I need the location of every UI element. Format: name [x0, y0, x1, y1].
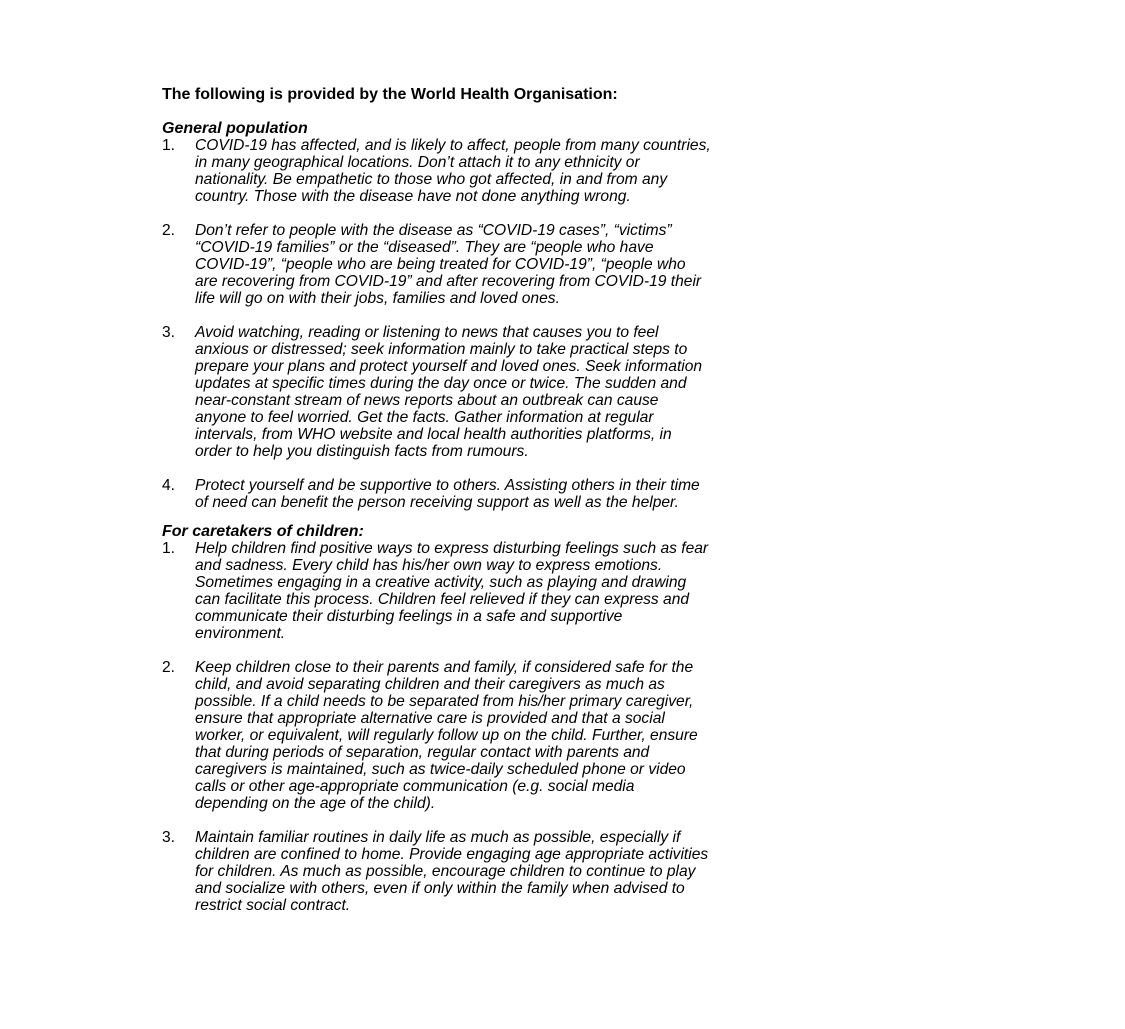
- list-item-text: Don’t refer to people with the disease as “COVID-19 cases”, “victims” “COVID-19 families” or the “diseased”. They are “people who have COVID-19”, “people who are being treated for COVID-19”, “people who are recovering from COVID-19” and after recovering from COVID-19 their life will go on with their jobs, families and loved ones.: [195, 222, 702, 307]
- list-item-number: 1.: [162, 540, 176, 557]
- list-item-number: 4.: [162, 477, 176, 494]
- document-title: The following is provided by the World Health Organisation:: [162, 86, 618, 103]
- list-item-text: Keep children close to their parents and family, if considered safe for the child, and avoid separating children and their caregivers as much as possible. If a child needs to be separated from his/her primary caregiver, ensure that appropriate alternative care is provided and that a social worker, or equivalent, will regularly follow up on the child. Further, ensure that during periods of separation, regular contact with parents and caregivers is maintained, such as twice-daily scheduled phone or video calls or other age-appropriate communication (e.g. social media depending on the age of the child).: [195, 659, 698, 812]
- document-page: [162, 86, 982, 914]
- list-item: [162, 324, 982, 460]
- list-item: [162, 540, 982, 642]
- list-item: [162, 477, 982, 511]
- list-item: [162, 659, 982, 812]
- list-item-text: Protect yourself and be supportive to others. Assisting others in their time of need can benefit the person receiving support as well as the helper.: [195, 477, 700, 511]
- list-item: [162, 222, 982, 307]
- section-heading-general-population: General population: [162, 120, 308, 137]
- general-population-list: [162, 137, 982, 511]
- section-heading-caretakers-of-children: For caretakers of children:: [162, 523, 364, 540]
- list-item-text: Avoid watching, reading or listening to news that causes you to feel anxious or distressed; seek information mainly to take practical steps to prepare your plans and protect yourself and loved ones. Seek information updates at specific times during the day once or twice. The sudden and near-constant stream of news reports about an outbreak can cause anyone to feel worried. Get the facts. Gather information at regular intervals, from WHO website and local health authorities platforms, in order to help you distinguish facts from rumours.: [195, 324, 703, 460]
- caretakers-list: [162, 540, 982, 914]
- list-item-number: 3.: [162, 829, 176, 846]
- list-item: [162, 829, 982, 914]
- list-item-number: 1.: [162, 137, 176, 154]
- list-item-text: COVID-19 has affected, and is likely to affect, people from many countries, in many geographical locations. Don’t attach it to any ethnicity or nationality. Be empathetic to those who got affected, in and from any country. Those with the disease have not done anything wrong.: [195, 137, 711, 205]
- list-item-number: 3.: [162, 324, 176, 341]
- list-item-text: Maintain familiar routines in daily life as much as possible, especially if children are confined to home. Provide engaging age appropriate activities for children. As much as possible, encourage children to continue to play and socialize with others, even if only within the family when advised to restrict social contract.: [195, 829, 709, 914]
- list-item-number: 2.: [162, 222, 176, 239]
- list-item: [162, 137, 982, 205]
- list-item-text: Help children find positive ways to express disturbing feelings such as fear and sadness. Every child has his/her own way to express emotions. Sometimes engaging in a creative activity, such as playing and drawing can facilitate this process. Children feel relieved if they can express and communicate their disturbing feelings in a safe and supportive environment.: [195, 540, 709, 642]
- list-item-number: 2.: [162, 659, 176, 676]
